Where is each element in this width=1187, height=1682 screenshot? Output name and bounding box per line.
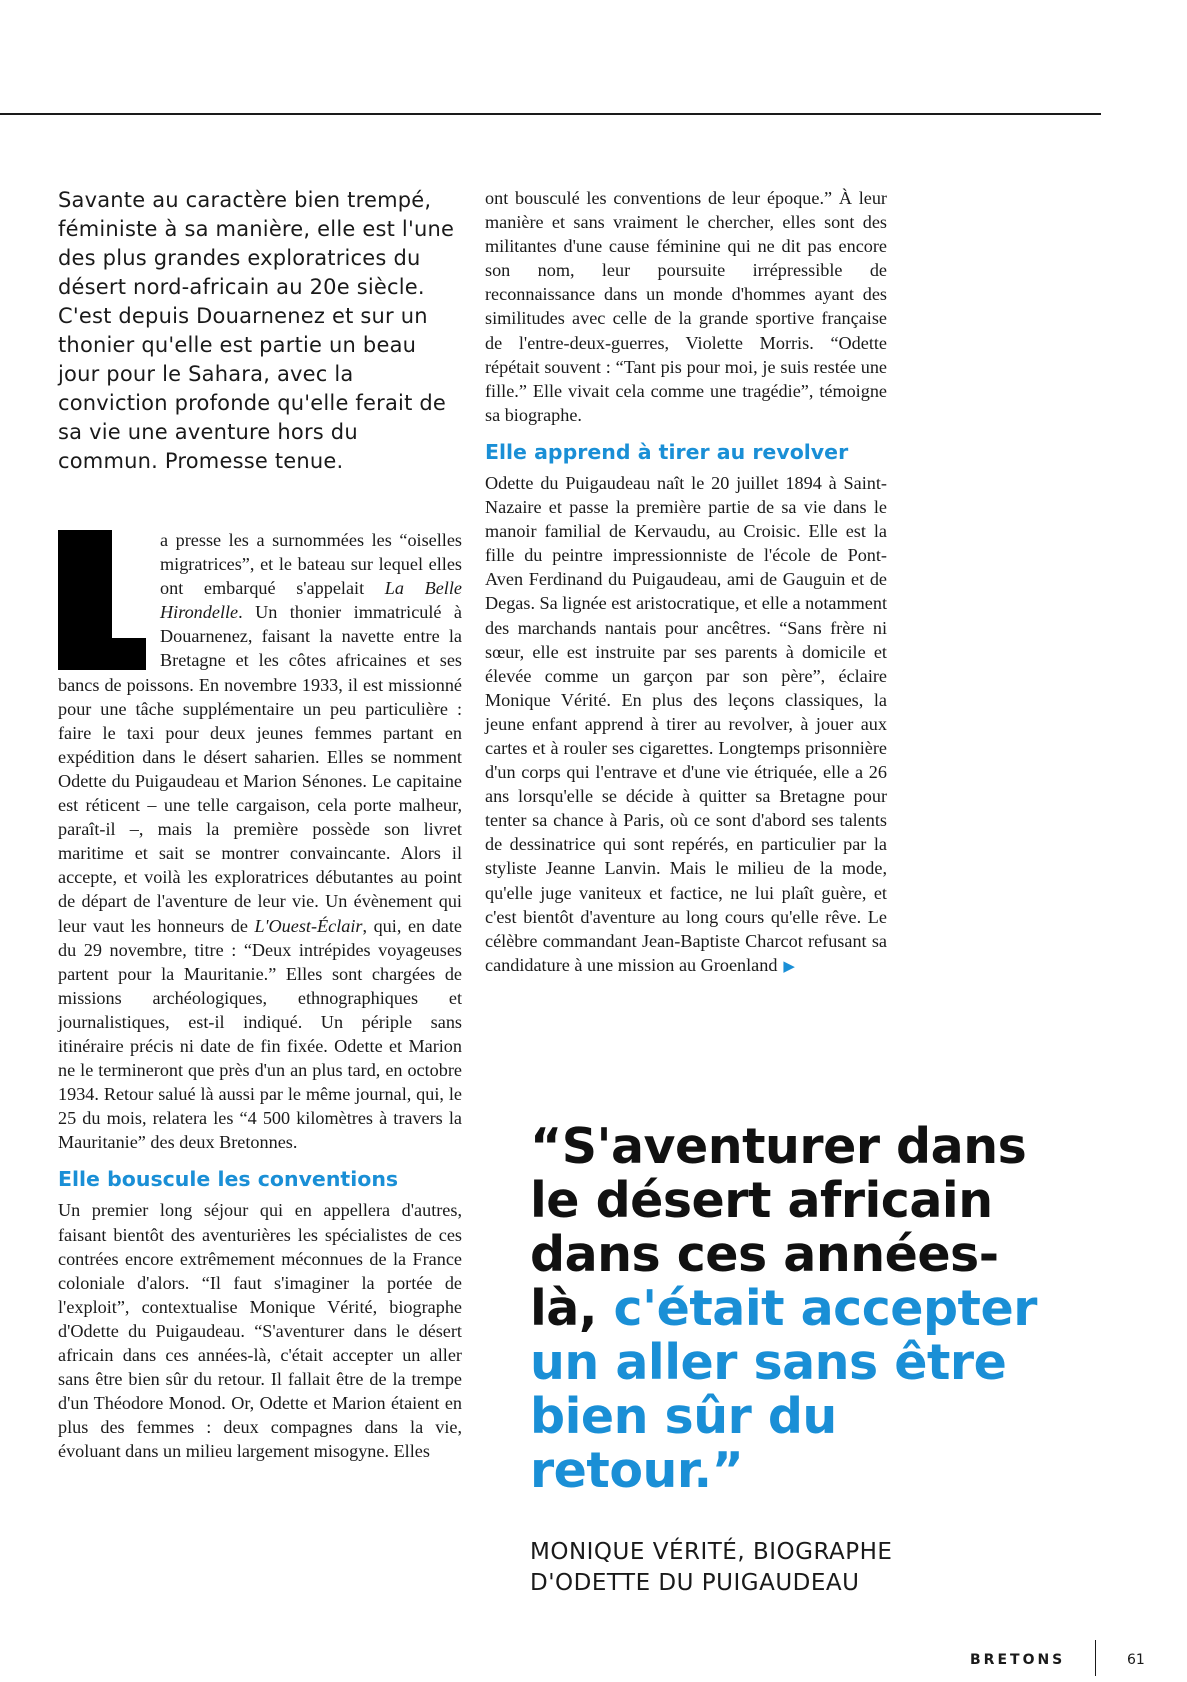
top-rule	[0, 113, 1101, 115]
right-column	[485, 186, 887, 979]
dropcap-letter-l	[58, 530, 146, 670]
section-heading: Elle apprend à tirer au revolver	[485, 439, 849, 464]
paragraph-text: Odette du Puigaudeau naît le 20 juillet 1894 à Saint-Nazaire et passe la première partie de sa vie dans le manoir familial de Kervaudu, au Croisic. Elle est la fille du peintre impressionniste de l'école de Pont-Aven Ferdinand du Puigaudeau, ami de Gauguin et de Degas. Sa lignée est aristocratique, et elle a notamment des marchands nantais pour ancêtres. “Sans frère ni sœur, elle est instruite par ses parents à domicile et élevée comme un garçon par son père”, éclaire Monique Vérité. En plus des leçons classiques, la jeune enfant apprend à tirer au revolver, à jouer aux cartes et à rouler ses cigarettes. Longtemps prisonnière d'un corps qui l'entrave et d'une vie étriquée, elle a 26 ans lorsqu'elle se décide à quitter sa Bretagne pour tenter sa chance à Paris, où ce sont d'abord ses talents de dessinatrice qui sont repérés, en particulier par la styliste Jeanne Lanvin. Mais le milieu de la mode, qu'elle juge vaniteux et factice, ne lui plaît guère, et c'est bientôt d'aventure au long cours qu'elle rêve. Le célèbre commandant Jean-Baptiste Charcot refusant sa candidature à une mission au Groenland	[485, 472, 887, 975]
pull-quote-black: “S'aventurer dans le désert africain dans ces années-là,	[530, 1118, 1027, 1337]
article-paragraph	[58, 528, 462, 1154]
paragraph-text: . Un thonier immatriculé à Douarnenez, faisant la navette entre la Bretagne et les côtes africaines et ses bancs de poissons. En novembre 1933, il est missionné pour une tâche supplémentaire un peu particulière : faire le taxi pour deux jeunes femmes partant en expédition dans le désert saharien. Elles se nomment Odette du Puigaudeau et Marion Sénones. Le capitaine est réticent – une telle cargaison, cela porte malheur, paraît-il –, mais la première possède son livret maritime et sait se montrer convaincante. Alors il accepte, et voilà les exploratrices débutantes au point de départ de l'aventure de leur vie. Un évènement qui leur vaut les honneurs de	[58, 602, 462, 936]
paragraph-text: , qui, en date du 29 novembre, titre : “Deux intrépides voyageuses partent pour la Mauritanie.” Elles sont chargées de missions archéologiques, ethnographiques et journalistiques, est-il indiqué. Un périple sans itinéraire précis ni date de fin fixée. Odette et Marion ne le termineront que près d'un an plus tard, en octobre 1934. Retour salué là aussi par le même journal, qui, le 25 du mois, relatera les “4 500 kilomètres à travers la Mauritanie” des deux Bretonnes.	[58, 915, 462, 1153]
pull-quote	[530, 1120, 1050, 1498]
attribution-line: D'ODETTE DU PUIGAUDEAU	[530, 1570, 860, 1596]
attribution-line: MONIQUE VÉRITÉ, BIOGRAPHE	[530, 1539, 893, 1565]
footer-divider	[1095, 1640, 1096, 1676]
right-triangle-arrow-icon: ▶	[783, 958, 795, 975]
article-paragraph	[485, 471, 887, 979]
section-heading: Elle bouscule les conventions	[58, 1167, 399, 1192]
article-paragraph: Un premier long séjour qui en appellera d'autres, faisant bientôt des aventurières les spécialistes de ces contrées encore extrêmement méconnues de la France coloniale d'alors. “Il faut s'imaginer la portée de l'exploit”, contextualise Monique Vérité, biographe d'Odette du Puigaudeau. “S'aventurer dans le désert africain dans ces années-là, c'était accepter un aller sans être bien sûr du retour. Il fallait être de la trempe d'un Théodore Monod. Or, Odette et Marion étaient en plus des femmes : deux compagnes dans la vie, évoluant dans un milieu largement misogyne. Elles	[58, 1200, 462, 1462]
pull-quote-blue: c'était accepter un aller sans être bien sûr du retour.”	[530, 1280, 1037, 1499]
paragraph-text: a presse les a surnommées les “oiselles migratrices”, et le bateau sur lequel elles ont embarqué s'appelait	[160, 530, 462, 599]
intro-chapeau: Savante au caractère bien trempé, féministe à sa manière, elle est l'une des plus grandes exploratrices du désert nord-africain au 20e siècle. C'est depuis Douarnenez et sur un thonier qu'elle est partie un beau jour pour le Sahara, avec la conviction profonde qu'elle ferait de sa vie une aventure hors du commun. Promesse tenue.	[58, 188, 455, 473]
magazine-name: BRETONS	[970, 1652, 1066, 1668]
left-column	[58, 186, 462, 1463]
page-number: 61	[1127, 1652, 1145, 1668]
ship-name: La Belle Hirondelle	[160, 578, 462, 623]
pull-quote-attribution	[530, 1537, 1050, 1599]
article-paragraph: ont bousculé les conventions de leur époque.” À leur manière et sans vraiment le chercher, elles sont des militantes d'une cause féminine qui ne dit pas encore son nom, leur poursuite irrépressible de reconnaissance dans un monde d'hommes ayant des similitudes avec celle de la grande sportive française de l'entre-deux-guerres, Violette Morris. “Odette répétait souvent : “Tant pis pour moi, je suis restée une fille.” Elle vivait cela comme une tragédie”, témoigne sa biographe.	[485, 188, 887, 425]
newspaper-name: L'Ouest-Éclair	[254, 915, 363, 936]
